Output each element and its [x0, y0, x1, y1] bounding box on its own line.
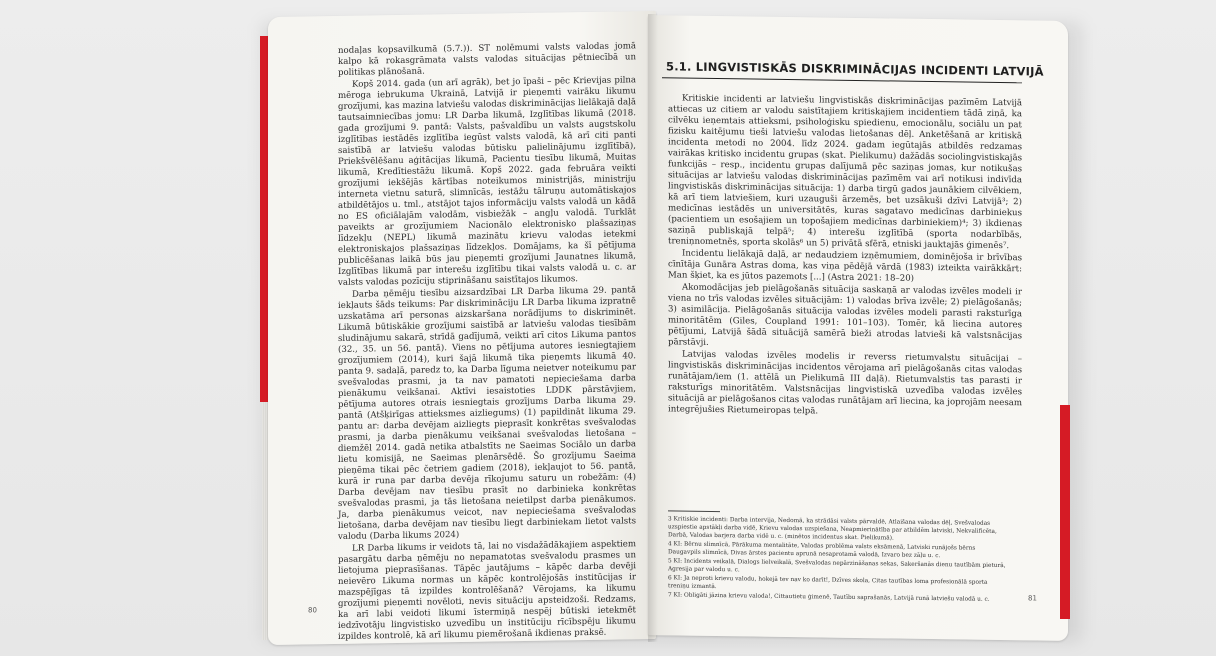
- red-cover-edge-right: [1060, 405, 1070, 619]
- right-paragraph-2: Incidentu lielākajā daļā, ar nedaudziem izņēmumiem, dominējoša ir brīvības cīnītāja Gunāra Astras doma, kas viņa pēdējā vārdā (1983) izteikta vairākkārt: Man šķiet, ka es jūtos pazemots [...] (Astra 2021: 18–20): [668, 248, 1022, 284]
- footnote-5: 5 KI: Incidents veikalā, Dialogs lielveikalā, Svešvalodas nepārzināšanas sekas, Sakeršanās dienu tautībām pieturā, Agresija par valodu u. c.: [668, 558, 1006, 574]
- left-page: [268, 11, 656, 645]
- footnote-6: 6 KI: Ja neproti krievu valodu, hokejā tev nav ko darīt!, Dzīves skola, Citas tautības loma profesionālā sporta treniņu izmantā.: [668, 575, 988, 591]
- left-page-number: 80: [308, 606, 317, 615]
- left-page-text: [338, 41, 636, 644]
- footnotes: [668, 515, 1006, 605]
- left-paragraph-3: Darba ņēmēju tiesību aizsardzībai LR Darba likuma 29. pantā iekļauts šāds teikums: Par diskrimināciju LR Darba likuma izpratnē uzskatāma arī personas aizskaršana norādījums to diskriminēt. Likumā būtiskākie grozījumi saistībā ar latviešu valodas tiesībām sludinājumu sakarā, strīdā gadījumā, veikti arī citos Likuma pantos (32., 35. un 56. pantā). Viens no pētījuma autores iesniegtajiem grozījumiem (2014), kuri šajā likumā tika pieņemts likumā 40. panta 9. sadaļā, paredz to, ka Darba līguma neietver noteikumu par svešvalodas prasmi, ja ta nav pamatoti nepieciešama darba pienākumu veikšanai. Aktīvi iesaistoties LDDK pārstāvjiem, pētījuma autores otrais iesniegtais grozījums Darba likuma 29. pantā (Atšķirīgas attieksmes aizliegums) (1) papildināt likuma 29. pantu ar: darba devējam aizliegts pieprasīt konkrētas svešvalodas prasmi, ja darba pienākumu veikšanai svešvalodas lietošana – diemžēl 2014. gadā netika atbalstīts ne Saeimas Sociālo un darba lietu komisijā, ne Saeimas plenārsēdē. Šo grozījumu Saeima pieņēma tikai pēc četriem gadiem (2018), iekļaujot to 56. pantā, kurā ir runa par darba devēja rīkojumu saturu un robežām: (4) Darba devējam nav tiesību prasīt no darbinieka konkrētas svešvalodas prasmi, ja tās lietošana neietilpst darba pienākumos. Ja, darba pienākumus veicot, nav nepieciešama svešvalodas lietošana, darba devējam nav tiesību liegt darbiniekam lietot valsts valodu (Darba likums 2024): [338, 285, 636, 542]
- book-spine: [648, 14, 658, 642]
- footnote-4: 4 KI: Bērnu slimnīcā, Pārākuma mentalitāte, Valodas problēma valsts eksāmenā, Latviski runājošs bērns Daugavpils slimnīcā, Divas ārstes pacientu aprunā nesaprotamā valodā, Izvaro bez zāļu u. c.: [668, 541, 976, 560]
- left-paragraph-4: LR Darba likums ir veidots tā, lai no visdažādākajiem aspektiem pasargātu darba ņēmēju no nepamatotas svešvalodu prasmes un lietojuma pieprasīšanas. Tāpēc jautājums – kāpēc darba devēji neievēro Likuma normas un kāpēc kontrolējošās institūcijas ir mazspējīgas tā izpildes kontrolēšanā? Vērojams, ka likumu grozījumi pieņemti novēloti, nevis situāciju apsteidzoši. Redzams, ka arī labi veidoti likumi īstermiņā nespēj būtiski ietekmēt iedzīvotāju lingvistisko uzvedību un institūciju rīcībspēju likumu izpildes kontrolē, kā arī likumu piemērošanā ikdienas praksē.: [338, 539, 636, 642]
- footnote-3: 3 Kritiskie incidenti: Darba intervija, Nedomā, ka strādāsi valsts pārvaldē, Atlaišana valodas dēļ, Svešvalodas uzspiestie apstākļi darba vidē, Krievu valodas uzspiešana, Neapmierinātība par atbildēm latviski, Nekvalificēta, Darbā, Valodas barjera darba vidē u. c. (minētos incidentus skat. Pielikumā).: [668, 516, 997, 542]
- left-paragraph-2: Kopš 2014. gada (un arī agrāk), bet jo īpaši – pēc Krievijas pilna mēroga iebrukuma Ukrainā, Latvijā ir pieņemti vairāku likumu grozījumi, kas mazina latviešu valodas diskriminācijas lielākajā daļā tautsaimniecības jomu: LR Darba likumā, Izglītības likumā (2018. gada grozījumi 9. pantā: Valsts, pašvaldību un valsts augstskolu izglītības iestādēs izglītība iegūst valsts valodā, kā arī citi panti saistībā ar latviešu valodas būtisku palielinājumu izglītībā), Priekšvēlēšanu aģitācijas likumā, Pacientu tiesību likumā, Muitas likumā, Kredītiestāžu likumā. Kopš 2022. gada februāra veikti grozījumi iekšējās kārtības noteikumos ministrijās, ministriju interneta vietnu saturā, slimnīcās, iestāžu tālruņu automātiskajos atbildētājos u. tml., atstājot tajos informāciju valsts valodā un kādā no ES oficiālajām valodām, visbiežāk – angļu valodā. Turklāt paveikts ar grozījumiem Nacionālo elektronisko plašsaziņas līdzekļu (NEPL) likumā mazinātu krievu valodas ietekmi elektroniskajos plašsaziņas līdzekļos. Domājams, ka šī pētījuma publicēšanas laikā būs jau pieņemti grozījumi Jaunatnes likumā, Izglītības likumā par interešu izglītību tikai valsts valodā u. c. ar valsts valodas pozīciju stiprināšanu saistītajos likumos.: [338, 75, 636, 288]
- section-heading: 5.1. LINGVISTISKĀS DISKRIMINĀCIJAS INCIDENTI LATVIJĀ: [666, 59, 1044, 79]
- heading-rule: [662, 77, 1022, 83]
- left-paragraph-1: nodaļas kopsavilkumā (5.7.)). ST nolēmumi valsts valodas jomā kalpo kā rokasgrāmata valsts valodas situācijas pētniecībā un politikas plānošanā.: [338, 41, 636, 78]
- right-paragraph-3: Akomodācijas jeb pielāgošanās situācija saskaņā ar valodas izvēles modeli ir viena no trīs valodas izvēles situācijām: 1) valodas brīva izvēle; 2) pielāgošanās; 3) asimilācija. Pielāgošanās situācija valodas izvēles modeli parasti raksturīga minoritātēm (Giles, Coupland 1991: 101–103). Tomēr, kā liecina autores pētījumi, Latvijā šādā situācijā samērā bieži atrodas latvieši kā valstsnācijas pārstāvji.: [668, 282, 1022, 348]
- right-page: [648, 15, 1068, 641]
- right-paragraph-4: Latvijas valodas izvēles modelis ir reverss rietumvalstu situācijai – lingvistiskās diskriminācijas incidentos vērojama arī pielāgošanās citas valodas runātājam/iem (1. attēlā un Pielikumā III daļā). Rietumvalstis tas parasti ir raksturīgs minoritātēm. Valstsnācijas lingvistiskā uzvedība valodas izvēles situācijā ar pielāgošanos citas valodas runātājam arī liecina, ka joprojām neesam integrējušies Rietumeiropas telpā.: [668, 349, 1022, 417]
- right-page-number: 81: [1028, 594, 1037, 603]
- right-page-text: [668, 93, 1022, 421]
- footnote-rule: [668, 510, 720, 512]
- right-paragraph-1: Kritiskie incidenti ar latviešu lingvistiskās diskriminācijas pazīmēm Latvijā attiecas uz citiem ar valodu saistītajiem kritiskajiem incidentiem tādā ziņā, ka cilvēku ieņemtais attieksmi, psiholoģisku spiedienu, emocionālu, sociālu un pat fizisku kaitējumu tieši latviešu valodas lietošanas dēļ. Anketēšanā ar kritiskā incidenta metodi no 2004. līdz 2024. gadam iegūtajās atbildēs redzamas vairākas kritisko incidentu grupas (skat. Pielikumu) dažādās sociolingvistiskajās funkcijās – resp., incidentu grupas dalījumā pēc saziņas jomas, kur notikušas situācijas ar latviešu valodas diskriminācijas pazīmēm vai arī notikusi indivīda lingvistiskās diskriminācijas situācija: 1) darba tirgū gados jaunākiem cilvēkiem, kā arī tiem latviešiem, kuri uzauguši ārzemēs, bet uzsākuši dzīvi Latvijā³; 2) medicīnas iestādēs un universitātēs, kuras sagatavo medicīnas darbiniekus (pacientiem un esošajiem un topošajiem medicīnas darbiniekiem)⁴; 3) ikdienas saziņā publiskajā telpā⁵; 4) interešu izglītībā (sporta nodarbībās, treniņnometnēs, sporta skolās⁶ un 5) privātā sfērā, etniski jauktajās ģimenēs⁷.: [668, 93, 1022, 252]
- footnote-7: 7 KI: Obligāti jāzina krievu valoda!, Cittautietu ģimenē, Tautību saprašanās, Latvijā runā latviešu valodā u. c.: [668, 592, 990, 603]
